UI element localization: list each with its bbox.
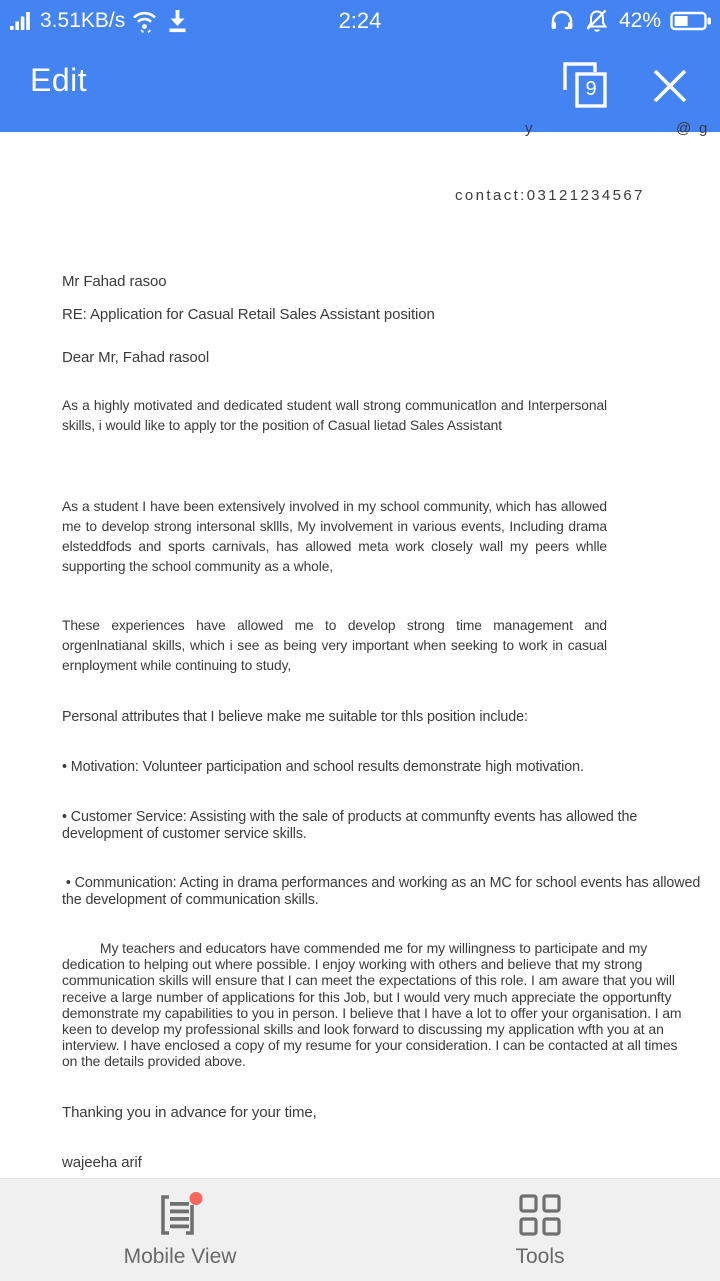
clipped-text-line: y @ g (525, 120, 708, 137)
close-icon (648, 64, 692, 108)
tools-icon (518, 1193, 562, 1237)
paragraph-school: As a student I have been extensively involved in my school community, which has allowed me to develop strong intersonal skllls, My involvement in various events, Including drama elsteddfods and sports carnivals, has allowed meta work closely wall my peers whlle supporting the school community as a whole, (62, 499, 607, 574)
thanks-line: Thanking you in advance for your time, (62, 1104, 317, 1121)
clock: 2:24 (338, 8, 382, 33)
status-bar (0, 0, 720, 42)
mobile-view-label: Mobile View (123, 1245, 237, 1268)
contact-line: contact:03121234567 (455, 187, 645, 204)
paragraph-intro: As a highly motivated and dedicated student wall strong communicatlon and Interpersonal skills, i would like to apply tor the position of Casual lietad Sales Assistant (62, 398, 607, 433)
battery-icon (670, 10, 712, 32)
bullet-motivation: • Motivation: Volunteer participation and school results demonstrate high motivation. (62, 759, 584, 775)
page-count-button[interactable] (558, 60, 610, 114)
subject-line: RE: Application for Casual Retail Sales Assistant position (62, 306, 435, 323)
mobile-view-button[interactable] (0, 1179, 360, 1281)
recipient-line: Mr Fahad rasoo (62, 273, 167, 290)
signature-line: wajeeha arif (62, 1154, 142, 1171)
network-speed: 3.51KB/s (40, 9, 126, 32)
mobile-view-icon (156, 1191, 204, 1239)
attributes-intro-line: Personal attributes that I believe make me suitable tor thls position include: (62, 709, 528, 725)
notification-dot (190, 1192, 203, 1205)
bullet-communication: • Communication: Acting in drama performances and working as an MC for school events has allowed the development of communication skills. (62, 875, 701, 908)
paragraph-closing-body: My teachers and educators have commended me for my willingness to participate and my dedication to helping out where possible. I enjoy working with others and believe that my strong communication skills will ensure that I can meet the expectations of this role. I am aware that you will receive a large number of applications for this Job, but I would very much appreciate the opportunfty demonstrate my capabilities to you in person. I believe that I have a lot to offer your organisation. I am keen to develop my professional skills and look forward to discussing my application wfth you at an interview. I have enclosed a copy of my resume for your consideration. I can be contacted at all times on the details provided above. (62, 940, 682, 1070)
salutation-line: Dear Mr, Fahad rasool (62, 349, 210, 366)
headset-icon (549, 8, 575, 34)
page-title: Edit (30, 62, 88, 98)
close-button[interactable] (648, 64, 692, 108)
document-canvas[interactable] (0, 120, 720, 1178)
bottom-toolbar (0, 1178, 720, 1281)
mute-bell-icon (584, 8, 610, 34)
app-header (0, 42, 720, 132)
page-count-number: 9 (585, 78, 597, 100)
tools-label: Tools (515, 1245, 565, 1268)
bullet-customer-service: • Customer Service: Assisting with the sale of products at communfty events has allowed the development of customer service skills. (62, 809, 638, 842)
tools-button[interactable] (360, 1179, 720, 1281)
paragraph-experience: These experiences have allowed me to develop strong time management and orgenlnatianal skills, which i see as being very important when seeking to work in casual ernployment while continuing to study, (62, 618, 607, 673)
battery-percent: 42% (618, 9, 661, 32)
